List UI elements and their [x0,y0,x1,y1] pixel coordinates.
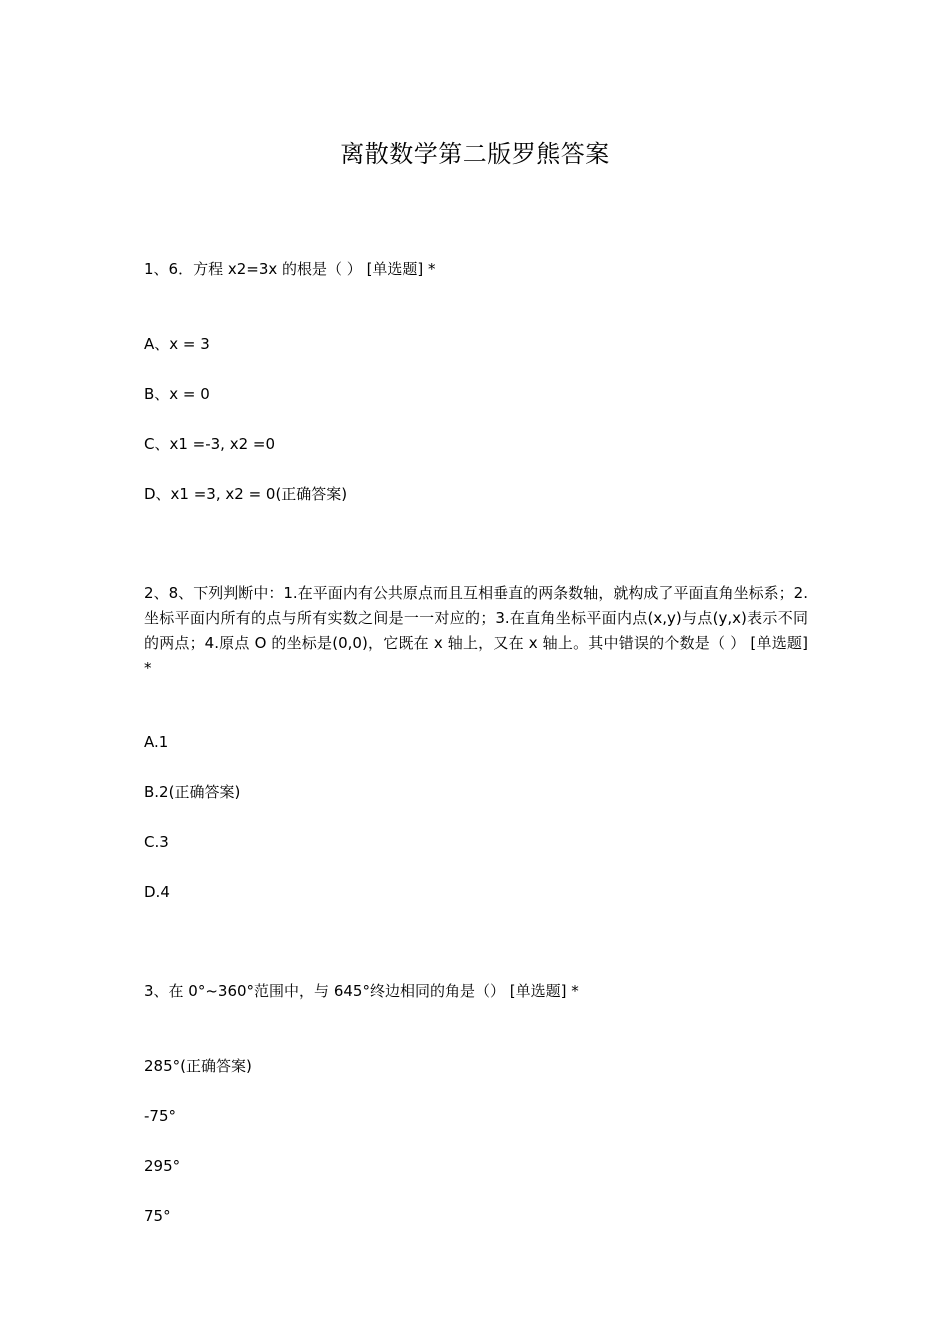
question-2-option-a: A.1 [144,733,169,751]
question-2-option-d: D.4 [144,883,170,901]
question-2-stem: 2、8、下列判断中：1.在平面内有公共原点而且互相垂直的两条数轴，就构成了平面直角坐标系；2.坐标平面内所有的点与所有实数之间是一一对应的；3.在直角坐标平面内点(x,y)与点(y,x)表示不同的两点；4.原点 O 的坐标是(0,0)，它既在 x 轴上，又在 x 轴上。其中错误的个数是（ ） [单选题] * [144,584,808,677]
question-1-option-c: C、x1 =-3, x2 =0 [144,435,276,453]
question-3-stem: 3、在 0°~360°范围中，与 645°终边相同的角是（） [单选题] * [144,982,579,1000]
question-1-stem: 1、6．方程 x2=3x 的根是（ ） [单选题] * [144,260,436,278]
question-3-option-1: 285°(正确答案) [144,1057,252,1075]
page-title: 离散数学第二版罗熊答案 [340,140,610,168]
question-1-option-d: D、x1 =3, x2 = 0(正确答案) [144,485,348,503]
question-2-option-c: C.3 [144,833,169,851]
question-1-option-a: A、x = 3 [144,335,210,353]
question-3-option-3: 295° [144,1157,181,1175]
question-1-option-b: B、x = 0 [144,385,210,403]
question-2-option-b: B.2(正确答案) [144,783,241,801]
question-3-option-2: -75° [144,1107,176,1125]
question-3-option-4: 75° [144,1207,171,1225]
